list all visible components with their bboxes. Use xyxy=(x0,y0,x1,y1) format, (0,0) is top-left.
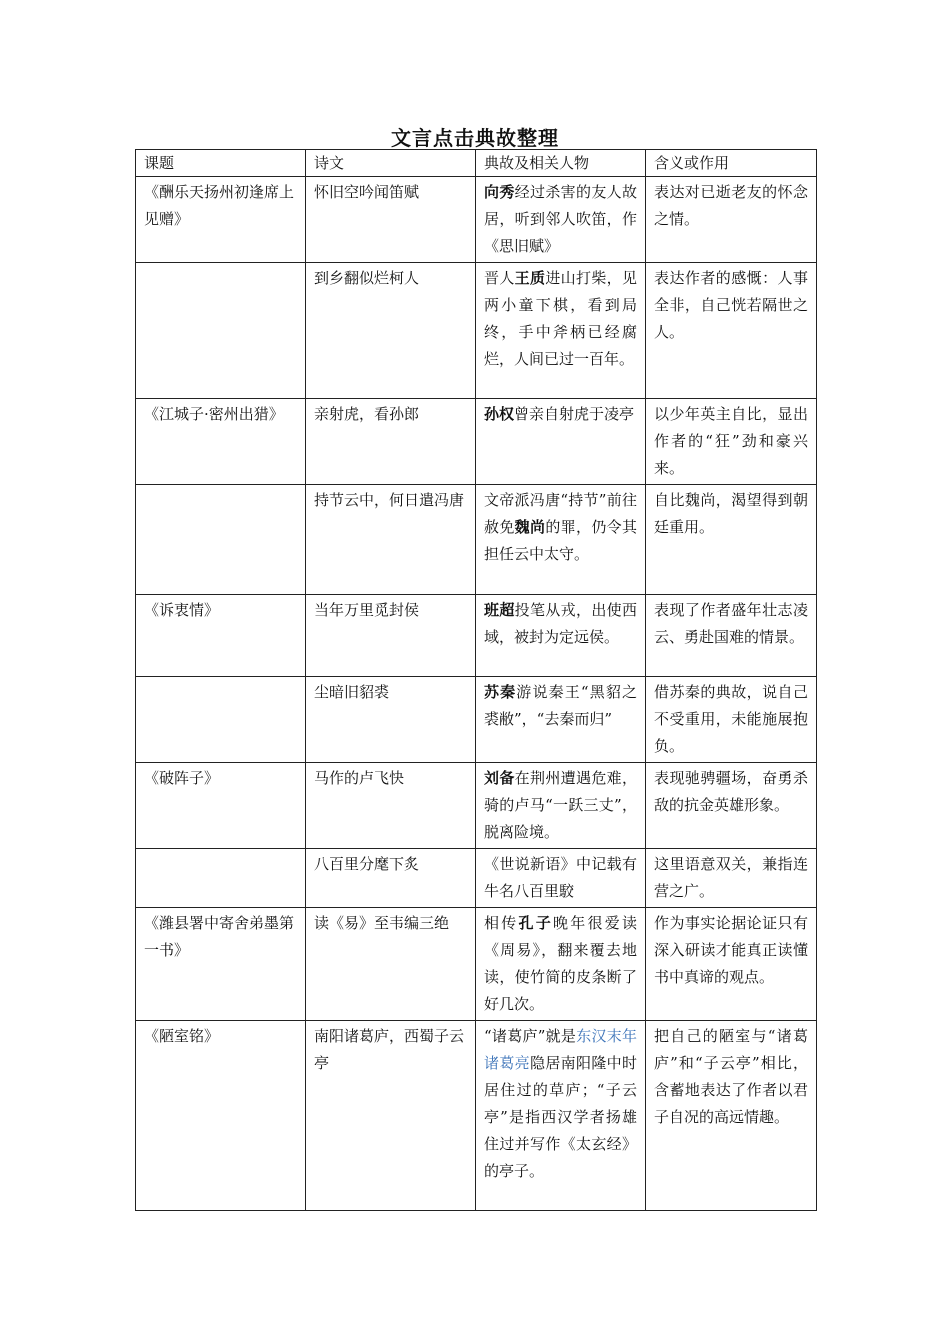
cell-poem: 到乡翻似烂柯人 xyxy=(306,263,476,399)
cell-allusion: 《世说新语》中记载有牛名八百里駮 xyxy=(476,849,646,908)
cell-allusion xyxy=(476,263,646,399)
cell-lesson xyxy=(136,263,306,399)
cell-poem: 读《易》至韦编三绝 xyxy=(306,908,476,1021)
person-name: 魏尚 xyxy=(514,518,546,536)
cell-meaning: 表现了作者盛年壮志凌云、勇赴国难的情景。 xyxy=(646,595,817,677)
table-row xyxy=(136,263,817,399)
cell-allusion xyxy=(476,1021,646,1211)
cell-lesson: 《破阵子》 xyxy=(136,763,306,849)
header-lesson: 课题 xyxy=(136,150,306,177)
table-row xyxy=(136,908,817,1021)
cell-allusion xyxy=(476,485,646,595)
table-row xyxy=(136,849,817,908)
allusion-text: 经过杀害的友人故居，听到邻人吹笛，作《思旧赋》 xyxy=(484,183,637,255)
table-row xyxy=(136,677,817,763)
hyperlink-text[interactable]: 东汉末年诸葛亮 xyxy=(484,1027,637,1072)
table-header-row xyxy=(136,150,817,177)
cell-lesson xyxy=(136,485,306,595)
cell-allusion xyxy=(476,595,646,677)
cell-lesson: 《诉衷情》 xyxy=(136,595,306,677)
cell-meaning: 借苏秦的典故，说自己不受重用，未能施展抱负。 xyxy=(646,677,817,763)
person-name: 苏秦 xyxy=(484,683,517,701)
person-name: 孔子 xyxy=(518,914,553,932)
cell-poem: 马作的卢飞快 xyxy=(306,763,476,849)
cell-meaning: 以少年英主自比，显出作者的“狂”劲和豪兴来。 xyxy=(646,399,817,485)
cell-lesson xyxy=(136,677,306,763)
cell-meaning: 自比魏尚，渴望得到朝廷重用。 xyxy=(646,485,817,595)
cell-meaning: 作为事实论据论证只有深入研读才能真正读懂书中真谛的观点。 xyxy=(646,908,817,1021)
allusion-text: 曾亲自射虎于凌亭 xyxy=(514,405,635,423)
allusion-text: 在荆州遭遇危难，骑的卢马“一跃三丈”，脱离险境。 xyxy=(484,769,637,841)
cell-meaning: 表达对已逝老友的怀念之情。 xyxy=(646,177,817,263)
table-row xyxy=(136,763,817,849)
cell-poem: 持节云中，何日遣冯唐 xyxy=(306,485,476,595)
cell-allusion xyxy=(476,908,646,1021)
page-title: 文言点击典故整理 xyxy=(391,126,559,150)
cell-meaning: 表现驰骋疆场，奋勇杀敌的抗金英雄形象。 xyxy=(646,763,817,849)
person-name: 向秀 xyxy=(484,183,515,201)
allusion-text: 进山打柴，见两小童下棋，看到局终，手中斧柄已经腐烂，人间已过一百年。 xyxy=(484,269,637,368)
table-row xyxy=(136,177,817,263)
allusion-text: 隐居南阳隆中时居住过的草庐；“子云亭”是指西汉学者扬雄住过并写作《太玄经》的亭子。 xyxy=(484,1054,637,1180)
allusion-text: “诸葛庐”就是 xyxy=(484,1027,577,1045)
cell-allusion xyxy=(476,399,646,485)
header-allusion: 典故及相关人物 xyxy=(476,150,646,177)
cell-meaning: 表达作者的感慨：人事全非，自己恍若隔世之人。 xyxy=(646,263,817,399)
cell-allusion xyxy=(476,677,646,763)
person-name: 班超 xyxy=(484,601,515,619)
cell-lesson: 《江城子·密州出猎》 xyxy=(136,399,306,485)
cell-poem: 尘暗旧貂裘 xyxy=(306,677,476,763)
header-poem: 诗文 xyxy=(306,150,476,177)
cell-meaning: 把自己的陋室与“诸葛庐”和“子云亭”相比，含蓄地表达了作者以君子自况的高远情趣。 xyxy=(646,1021,817,1211)
cell-lesson: 《酬乐天扬州初逢席上见赠》 xyxy=(136,177,306,263)
allusion-text: 的罪，仍令其担任云中太守。 xyxy=(484,518,637,563)
allusion-text: 晚年很爱读《周易》，翻来覆去地读，使竹简的皮条断了好几次。 xyxy=(484,914,637,1013)
allusion-text: 晋人 xyxy=(484,269,515,287)
table-row xyxy=(136,1021,817,1211)
header-meaning: 含义或作用 xyxy=(646,150,817,177)
allusion-table xyxy=(135,149,817,1211)
table-row xyxy=(136,595,817,677)
allusion-text: 相传 xyxy=(484,914,519,932)
cell-poem: 当年万里觅封侯 xyxy=(306,595,476,677)
table-row xyxy=(136,399,817,485)
cell-lesson: 《陋室铭》 xyxy=(136,1021,306,1211)
cell-allusion xyxy=(476,177,646,263)
cell-lesson xyxy=(136,849,306,908)
cell-allusion xyxy=(476,763,646,849)
allusion-text: 文帝派冯唐“持节”前往赦免 xyxy=(484,491,637,536)
person-name: 王质 xyxy=(514,269,546,287)
cell-poem: 亲射虎，看孙郎 xyxy=(306,399,476,485)
cell-poem: 八百里分麾下炙 xyxy=(306,849,476,908)
cell-poem: 南阳诸葛庐，西蜀子云亭 xyxy=(306,1021,476,1211)
table-row xyxy=(136,485,817,595)
cell-poem: 怀旧空吟闻笛赋 xyxy=(306,177,476,263)
person-name: 刘备 xyxy=(484,769,515,787)
allusion-text: 游说秦王“黑貂之裘敝”，“去秦而归” xyxy=(484,683,637,728)
cell-meaning: 这里语意双关，兼指连营之广。 xyxy=(646,849,817,908)
allusion-text: 投笔从戎，出使西域，被封为定远侯。 xyxy=(484,601,637,646)
person-name: 孙权 xyxy=(484,405,515,423)
cell-lesson: 《潍县署中寄舍弟墨第一书》 xyxy=(136,908,306,1021)
